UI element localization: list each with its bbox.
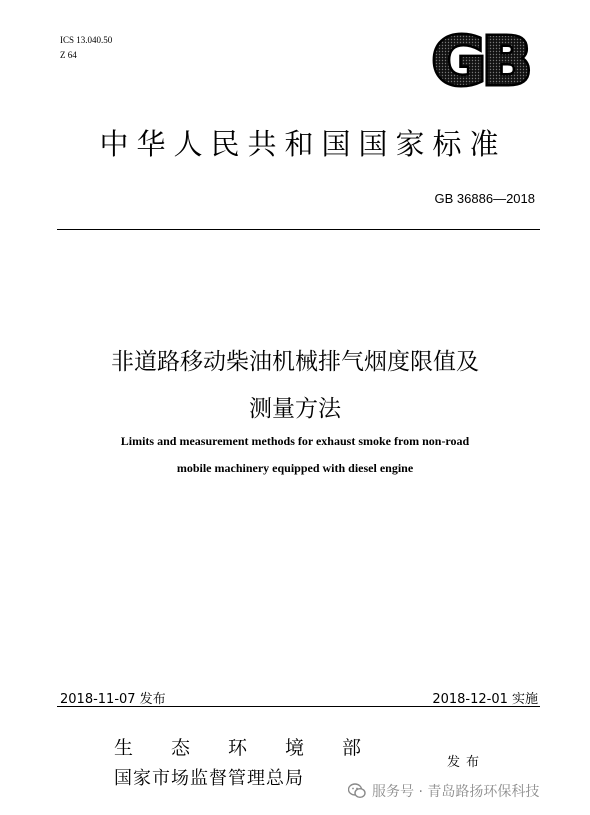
ccs-code: Z 64 — [60, 50, 77, 60]
english-title-line-2: mobile machinery equipped with diesel engine — [176, 461, 414, 475]
watermark-text: 服务号 · 青岛路扬环保科技 — [372, 784, 540, 800]
standard-type-title: 中华人民共和国国家标准 — [99, 127, 507, 161]
chinese-title-line-2: 测量方法 — [249, 396, 341, 422]
wechat-icon — [348, 783, 366, 799]
issue-date: 2018-11-07 发布 — [60, 692, 166, 707]
publish-label: 发布 — [447, 755, 486, 770]
implementation-date: 2018-12-01 实施 — [432, 692, 538, 707]
english-title-line-1: Limits and measurement methods for exhaust smoke from non-road — [120, 434, 470, 448]
classification-codes — [60, 33, 112, 63]
issuer-administration: 国家市场监督管理总局 — [114, 768, 304, 789]
standard-number: GB 36886—2018 — [434, 191, 535, 206]
gb-logo — [420, 26, 540, 92]
header-divider — [57, 229, 540, 230]
chinese-title-line-1: 非道路移动柴油机械排气烟度限值及 — [111, 349, 479, 375]
footer-divider — [57, 706, 540, 707]
svg-text:GB: GB — [431, 26, 529, 92]
issuer-ministry: 生态环境部 — [114, 737, 400, 759]
ics-code: ICS 13.040.50 — [60, 35, 113, 45]
watermark — [348, 781, 539, 801]
